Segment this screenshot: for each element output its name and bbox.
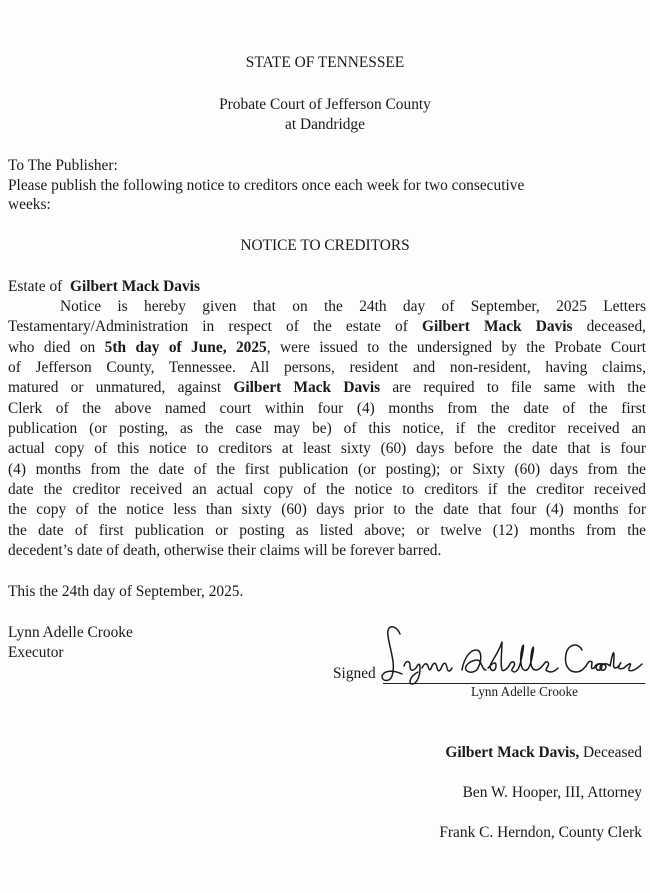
body-text: , were issued to the undersigned by the Probate Court (266, 339, 646, 356)
body-text: are required to file same with the (392, 379, 646, 396)
death-date: 5th day of June, 2025 (104, 339, 267, 356)
body-line: actual copy of this notice to creditors at least sixty (60) days before the date that is four (8, 440, 646, 457)
body-text: deceased, (586, 318, 646, 335)
body-line: the date of first publication or posting as listed above; or twelve (12) months from the (8, 522, 646, 539)
body-text: matured or unmatured, against (8, 379, 222, 396)
executor-title: Executor (8, 644, 64, 661)
executor-name: Lynn Adelle Crooke (8, 624, 133, 641)
estate-label: Estate of (8, 278, 63, 295)
deceased-line (445, 743, 642, 763)
signer-printed-name: Lynn Adelle Crooke (471, 684, 578, 699)
body-line (8, 317, 646, 337)
publisher-salutation: To The Publisher: (8, 157, 118, 174)
date-line: This the 24th day of September, 2025. (8, 583, 244, 600)
attorney-line: Ben W. Hooper, III, Attorney (462, 784, 642, 801)
body-line: the copy of the notice less than sixty (60) days prior to the date that four (4) months for (8, 501, 646, 518)
notice-title: NOTICE TO CREDITORS (240, 237, 410, 254)
deceased-name: Gilbert Mack Davis, (445, 744, 580, 761)
state-heading: STATE OF TENNESSEE (245, 54, 405, 71)
clerk-line: Frank C. Herndon, County Clerk (439, 824, 642, 841)
body-line: decedent’s date of death, otherwise their claims will be forever barred. (8, 542, 442, 559)
deceased-label: Deceased (583, 744, 642, 761)
decedent-name: Gilbert Mack Davis (422, 318, 573, 335)
body-line (8, 378, 646, 398)
body-text: who died on (8, 339, 96, 356)
body-line (8, 338, 646, 358)
body-line: of Jefferson County, Tennessee. All persons, resident and non-resident, having claims, (8, 359, 646, 376)
body-line: (4) months from the date of the first publication (or posting); or Sixty (60) days from the (8, 461, 646, 478)
signed-label: Signed (333, 665, 376, 682)
court-name: Probate Court of Jefferson County (219, 96, 431, 113)
body-line: Notice is hereby given that on the 24th day of September, 2025 Letters (60, 298, 646, 315)
estate-name: Gilbert Mack Davis (69, 278, 200, 295)
body-line: Clerk of the above named court within four (4) months from the date of the first (8, 400, 646, 417)
signature-image (378, 620, 646, 686)
decedent-name: Gilbert Mack Davis (233, 379, 381, 396)
body-text: Testamentary/Administration in respect of the estate of (8, 318, 408, 335)
publisher-instruction: Please publish the following notice to creditors once each week for two consecutive (8, 177, 525, 194)
body-line: date the creditor received an actual copy of the notice to creditors if the creditor received (8, 481, 646, 498)
estate-line (8, 277, 200, 297)
court-location: at Dandridge (285, 116, 365, 133)
body-line: publication (or posting, as the case may be) of this notice, if the creditor received an (8, 420, 646, 437)
publisher-instruction-cont: weeks: (8, 196, 51, 213)
